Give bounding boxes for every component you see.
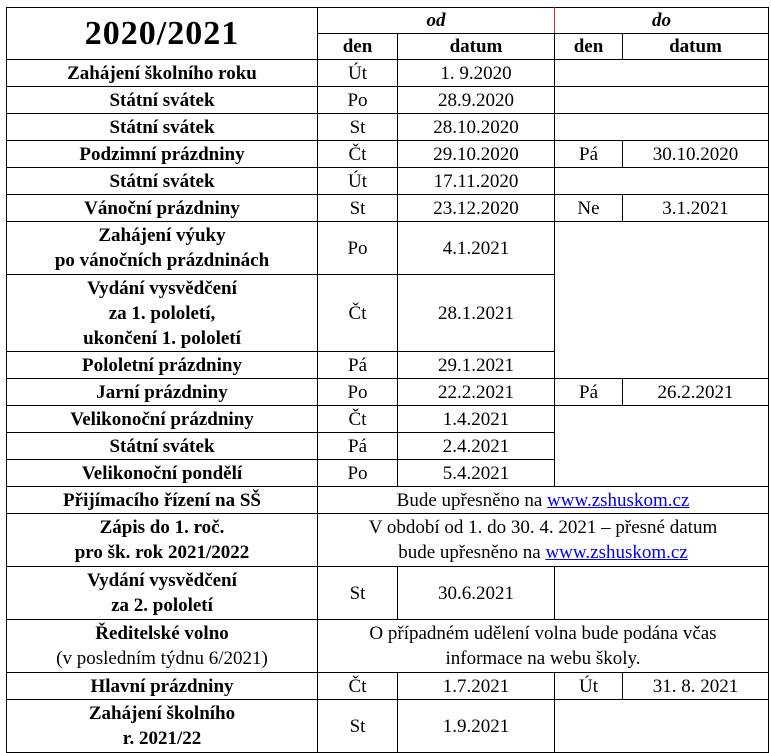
note-text: bude upřesněno na (398, 542, 546, 563)
table-row (7, 406, 769, 433)
event-label (7, 352, 318, 379)
event-label-line: po vánočních prázdninách (54, 250, 270, 271)
table-row (7, 620, 769, 673)
od-day: Út (318, 60, 398, 87)
note-cell (318, 514, 769, 567)
note-cell (318, 487, 769, 514)
od-date: 29.10.2020 (398, 141, 555, 168)
do-column-group: do (555, 8, 769, 34)
od-date: 1.4.2021 (398, 406, 555, 433)
od-day: Po (318, 379, 398, 406)
do-empty (555, 168, 769, 195)
event-label (7, 487, 318, 514)
do-day: Pá (555, 379, 623, 406)
do-empty (555, 567, 769, 620)
table-row (7, 60, 769, 87)
event-label-line: Vydání vysvědčení (87, 570, 237, 591)
do-date: 26.2.2021 (623, 379, 769, 406)
od-day: Čt (318, 275, 398, 352)
event-label-line: ukončení 1. pololetí (83, 327, 241, 349)
od-date: 23.12.2020 (398, 195, 555, 222)
event-label-line: Velikonoční pondělí (81, 462, 243, 484)
note-cell (318, 620, 769, 673)
od-date: 28.10.2020 (398, 114, 555, 141)
od-date: 1.7.2021 (398, 673, 555, 700)
od-day: St (318, 114, 398, 141)
event-label (7, 514, 318, 567)
do-empty (555, 60, 769, 87)
od-date: 28.9.2020 (398, 87, 555, 114)
event-label-line: Státní svátek (109, 89, 215, 111)
do-den-header: den (555, 34, 623, 60)
do-empty (555, 87, 769, 114)
event-label-line: pro šk. rok 2021/2022 (74, 542, 250, 563)
event-label (7, 673, 318, 700)
header-row-1 (7, 8, 769, 34)
note-text-line (322, 540, 764, 565)
event-label (7, 620, 318, 673)
event-label-line: Zahájení výuky (98, 225, 226, 246)
event-label-line: Velikonoční prázdniny (70, 408, 254, 430)
event-label (7, 406, 318, 433)
event-label-line: Přijímacího řízení na SŠ (63, 489, 261, 511)
event-label (7, 141, 318, 168)
table-row (7, 222, 769, 275)
do-day: Pá (555, 141, 623, 168)
table-row (7, 700, 769, 753)
event-label-line: Ředitelské volno (95, 623, 229, 644)
event-label-line: (v posledním týdnu 6/2021) (56, 648, 268, 669)
od-date: 5.4.2021 (398, 460, 555, 487)
od-day: Čt (318, 141, 398, 168)
school-year-schedule-table (6, 7, 769, 753)
school-year-title: 2020/2021 (7, 8, 318, 60)
event-label (7, 60, 318, 87)
table-row (7, 487, 769, 514)
event-label-line: Vánoční prázdniny (84, 197, 240, 219)
od-day: Čt (318, 406, 398, 433)
table-row (7, 514, 769, 567)
event-label (7, 114, 318, 141)
od-day: Po (318, 460, 398, 487)
do-date: 30.10.2020 (623, 141, 769, 168)
table-row (7, 168, 769, 195)
table-row (7, 87, 769, 114)
od-day: Pá (318, 433, 398, 460)
od-date: 4.1.2021 (398, 222, 555, 275)
table-row (7, 114, 769, 141)
od-datum-header: datum (398, 34, 555, 60)
od-column-group: od (318, 8, 555, 34)
do-datum-header: datum (623, 34, 769, 60)
od-day: Po (318, 222, 398, 275)
event-label-line: Hlavní prázdniny (90, 675, 234, 697)
event-label-line: Státní svátek (109, 435, 215, 457)
do-empty (555, 114, 769, 141)
event-label (7, 700, 318, 753)
event-label (7, 433, 318, 460)
do-date: 31. 8. 2021 (623, 673, 769, 700)
od-day: Pá (318, 352, 398, 379)
event-label-line: Státní svátek (109, 116, 215, 138)
note-text: V období od 1. do 30. 4. 2021 – přesné datum (368, 517, 718, 538)
event-label-line: Zápis do 1. roč. (99, 517, 225, 538)
od-date: 2.4.2021 (398, 433, 555, 460)
note-text: O případném udělení volna bude podána včas (369, 623, 717, 644)
od-day: St (318, 700, 398, 753)
od-date: 28.1.2021 (398, 275, 555, 352)
od-date: 1.9.2021 (398, 700, 555, 753)
do-empty (555, 406, 769, 487)
od-day: St (318, 195, 398, 222)
event-label (7, 460, 318, 487)
table-row (7, 379, 769, 406)
event-label (7, 222, 318, 275)
od-day: Po (318, 87, 398, 114)
event-label (7, 275, 318, 352)
table-row (7, 673, 769, 700)
event-label (7, 195, 318, 222)
event-label-line: za 2. pololetí (111, 595, 213, 616)
do-day: Ne (555, 195, 623, 222)
event-label (7, 168, 318, 195)
event-label (7, 567, 318, 620)
event-label-line: Zahájení školního roku (67, 62, 257, 84)
od-den-header: den (318, 34, 398, 60)
note-text: Bude upřesněno na (396, 489, 548, 511)
od-date: 1. 9.2020 (398, 60, 555, 87)
event-label (7, 87, 318, 114)
od-day: Čt (318, 673, 398, 700)
event-label-line: Státní svátek (109, 170, 215, 192)
website-link[interactable]: www.zshuskom.cz (547, 489, 690, 511)
event-label-line: Podzimní prázdniny (79, 143, 245, 165)
od-day: St (318, 567, 398, 620)
event-label-line: Zahájení školního (88, 703, 236, 724)
website-link[interactable]: www.zshuskom.cz (545, 542, 688, 563)
note-text: informace na webu školy. (445, 648, 641, 669)
event-label-line: za 1. pololetí, (108, 302, 216, 324)
od-date: 22.2.2021 (398, 379, 555, 406)
event-label (7, 379, 318, 406)
event-label-line: Vydání vysvědčení (87, 277, 237, 299)
do-empty (555, 700, 769, 753)
table-row (7, 195, 769, 222)
table-row (7, 141, 769, 168)
od-day: Út (318, 168, 398, 195)
table-row (7, 567, 769, 620)
event-label-line: r. 2021/22 (122, 728, 202, 749)
od-date: 17.11.2020 (398, 168, 555, 195)
do-empty (555, 222, 769, 379)
od-date: 30.6.2021 (398, 567, 555, 620)
od-date: 29.1.2021 (398, 352, 555, 379)
do-day: Út (555, 673, 623, 700)
event-label-line: Jarní prázdniny (96, 381, 228, 403)
do-date: 3.1.2021 (623, 195, 769, 222)
event-label-line: Pololetní prázdniny (82, 354, 242, 376)
